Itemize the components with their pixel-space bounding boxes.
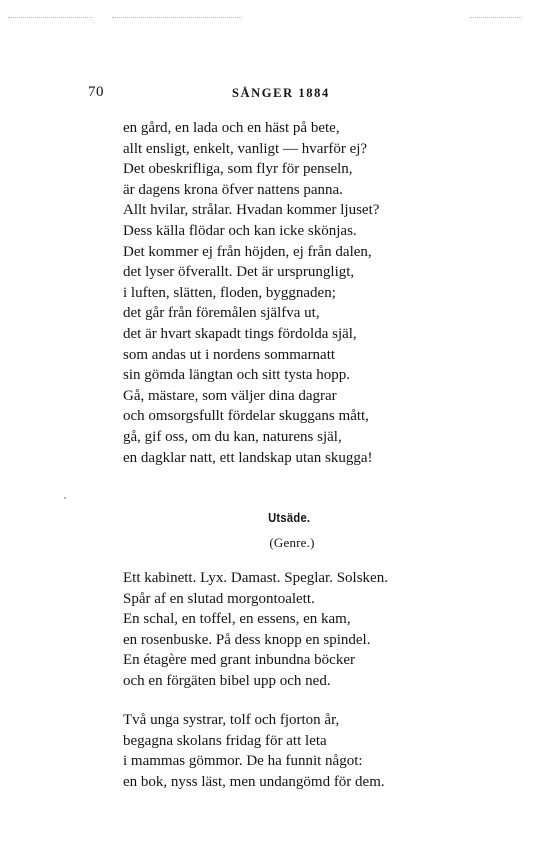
poem-line: Två unga systrar, tolf och fjorton år, (123, 712, 340, 728)
poem-line: och en förgäten bibel upp och ned. (123, 672, 331, 689)
poem-line: Spår af en slutad morgontoalett. (123, 590, 315, 607)
poem-line: begagna skolans fridag för att leta (123, 732, 327, 749)
stanza-two (123, 710, 385, 792)
poem-line: sin gömda längtan och sitt tysta hopp. (123, 367, 351, 384)
poem-line: det lyser öfverallt. Det är ursprungligt, (123, 264, 355, 281)
poem-line: En étagère med grant inbundna böcker (123, 652, 355, 669)
page-number: 70 (88, 84, 104, 100)
scan-edge-mark (112, 17, 242, 19)
poem-line: och omsorgsfullt fördelar skuggans mått, (123, 408, 369, 425)
poem-line: Det obeskrifliga, som flyr för penseln, (123, 161, 353, 178)
running-head: SÅNGER 1884 (232, 86, 330, 100)
poem-line: Allt hvilar, strålar. Hvadan kommer ljuset? (123, 202, 380, 219)
poem-line: Dess källa flödar och kan icke skönjas. (123, 222, 357, 239)
poem-line: det är hvart skapadt tings fördolda själ, (123, 325, 357, 342)
margin-speck (64, 497, 66, 499)
poem-line: i luften, slätten, floden, byggnaden; (123, 284, 336, 301)
poem-line: Det kommer ej från höjden, ej från dalen, (123, 243, 372, 260)
poem-line: en rosenbuske. På dess knopp en spindel. (123, 631, 371, 648)
poem-line: en dagklar natt, ett landskap utan skugga! (123, 449, 373, 466)
scan-edge-mark (8, 17, 92, 19)
poem-line: Gå, mästare, som väljer dina dagrar (123, 387, 337, 404)
stanza-one (123, 568, 388, 692)
poem-line: i mammas gömmor. De ha funnit något: (123, 753, 363, 770)
poem-line: en bok, nyss läst, men undangömd för dem. (123, 773, 385, 790)
poem-subtitle: (Genre.) (269, 535, 315, 550)
poem-line: som andas ut i nordens sommarnatt (123, 346, 336, 363)
poem-line: Ett kabinett. Lyx. Damast. Speglar. Solsken. (123, 570, 388, 586)
continued-poem (123, 118, 379, 468)
poem-line: allt ensligt, enkelt, vanligt — hvarför ej? (123, 140, 368, 157)
scan-edge-mark (470, 17, 522, 19)
poem-title: Utsäde. (268, 510, 311, 525)
poem-line: är dagens krona öfver nattens panna. (123, 181, 343, 198)
poem-line: gå, gif oss, om du kan, naturens själ, (123, 428, 342, 445)
poem-line: det går från föremålen själfva ut, (123, 305, 320, 322)
poem-line: En schal, en toffel, en essens, en kam, (123, 611, 351, 628)
poem-line: en gård, en lada och en häst på bete, (123, 120, 340, 136)
